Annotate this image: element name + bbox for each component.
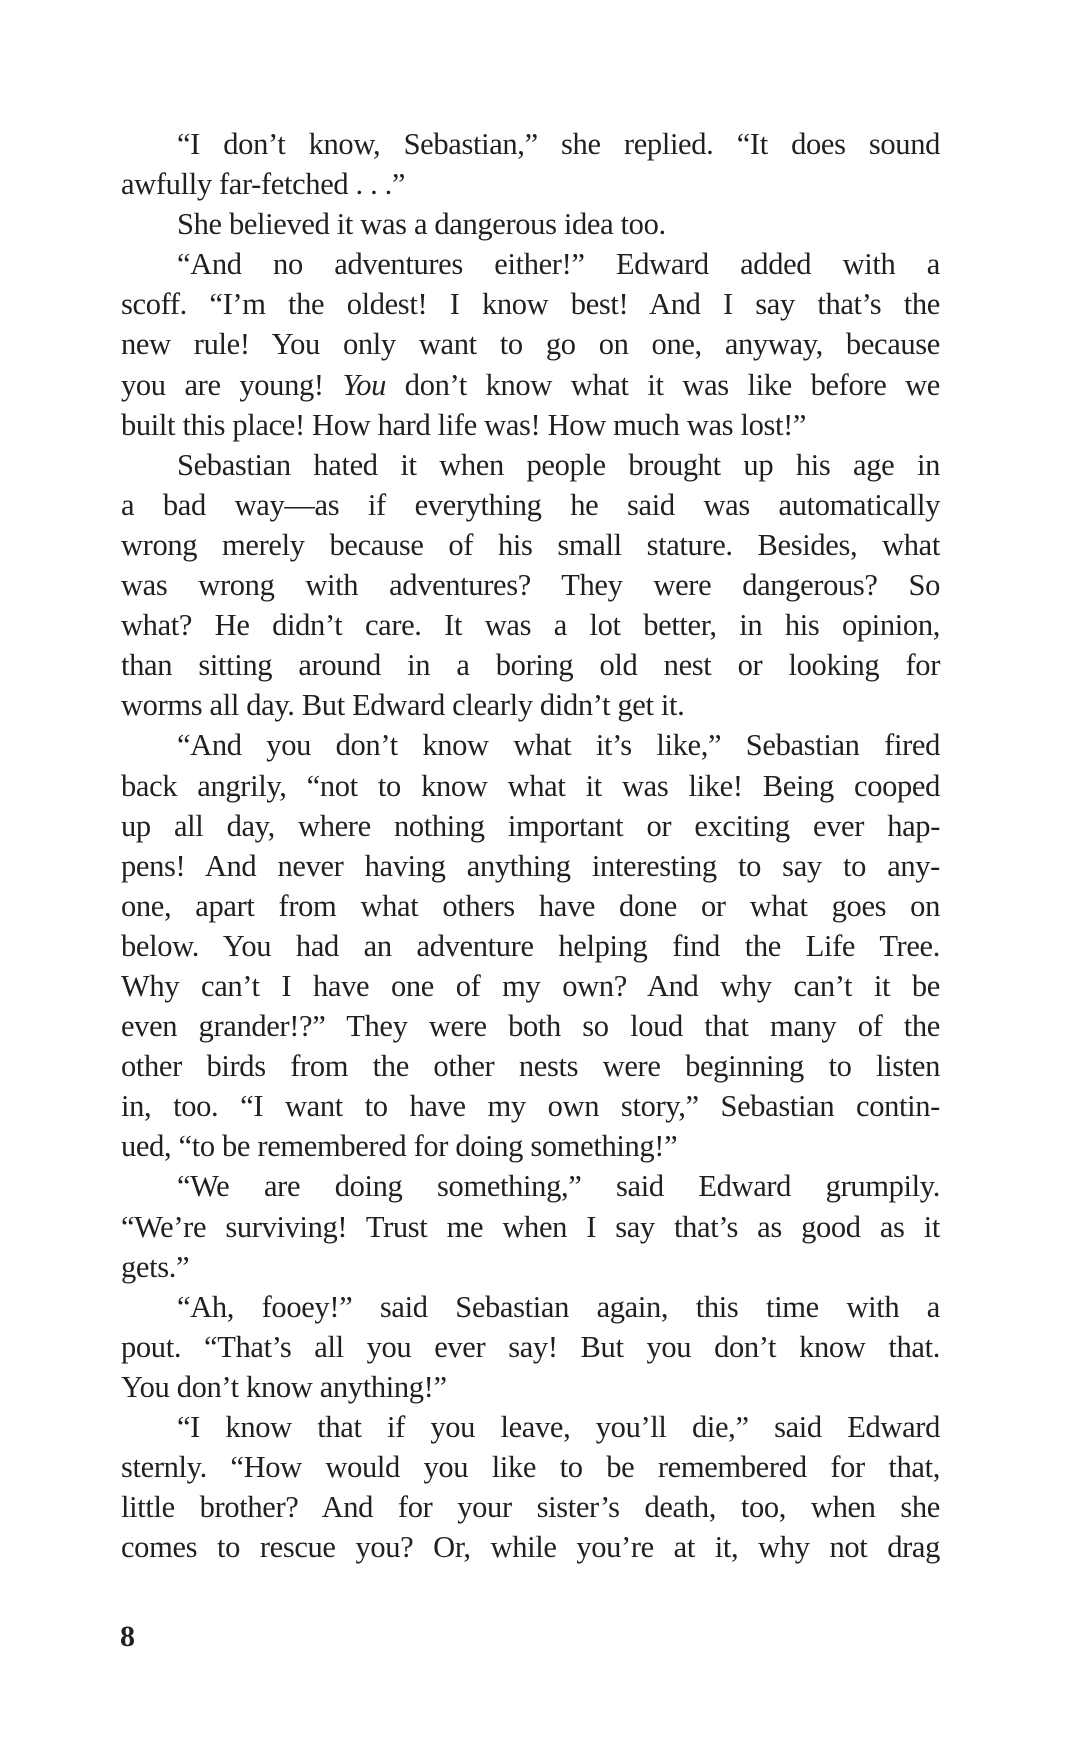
text-line: worms all day. But Edward clearly didn’t get it.	[121, 688, 685, 723]
text-line: You don’t know anything!”	[121, 1369, 447, 1404]
text-line: Sebastian hated it when people brought up his age in	[177, 447, 940, 482]
italic-emphasis: You	[342, 367, 387, 402]
text-line: “We are doing something,” said Edward grumpily.	[177, 1169, 940, 1204]
page-body-text	[121, 124, 940, 1567]
paragraph	[121, 1166, 940, 1286]
text-line: back angrily, “not to know what it was like! Being cooped	[121, 768, 940, 803]
text-line: little brother? And for your sister’s death, too, when she	[121, 1490, 940, 1525]
text-line: gets.”	[121, 1249, 190, 1284]
paragraph	[121, 445, 940, 726]
text-line: built this place! How hard life was! How much was lost!”	[121, 407, 807, 442]
paragraph	[121, 124, 940, 204]
text-line: new rule! You only want to go on one, anyway, because	[121, 327, 940, 362]
text-line: “And you don’t know what it’s like,” Sebastian fired	[177, 728, 940, 763]
paragraph	[121, 1287, 940, 1407]
text-line: a bad way—as if everything he said was automatically	[121, 487, 940, 522]
text-line: was wrong with adventures? They were dangerous? So	[121, 568, 940, 603]
text-line: comes to rescue you? Or, while you’re at it, why not drag	[121, 1530, 940, 1565]
text-line: below. You had an adventure helping find the Life Tree.	[121, 928, 940, 963]
text-line: scoff. “I’m the oldest! I know best! And I say that’s the	[121, 287, 940, 322]
page-number: 8	[120, 1620, 135, 1653]
text-line: “We’re surviving! Trust me when I say that’s as good as it	[121, 1209, 940, 1244]
text-line: “And no adventures either!” Edward added with a	[177, 247, 940, 282]
paragraph	[121, 725, 940, 1166]
paragraph	[121, 244, 940, 444]
text-line: you are young! You don’t know what it was like before we	[121, 367, 940, 402]
text-line: “I don’t know, Sebastian,” she replied. “It does sound	[177, 127, 940, 161]
text-line: She believed it was a dangerous idea too.	[177, 207, 666, 242]
text-line: than sitting around in a boring old nest or looking for	[121, 648, 940, 683]
text-line: what? He didn’t care. It was a lot better, in his opinion,	[121, 608, 940, 643]
text-line: one, apart from what others have done or what goes on	[121, 888, 940, 923]
text-line: pens! And never having anything interesting to say to any-	[121, 848, 940, 883]
paragraph	[121, 204, 940, 244]
text-line: awfully far-fetched . . .”	[121, 167, 406, 202]
text-line: ued, “to be remembered for doing something!”	[121, 1129, 678, 1164]
text-line: “I know that if you leave, you’ll die,” said Edward	[177, 1410, 940, 1444]
text-line: up all day, where nothing important or exciting ever hap-	[121, 808, 940, 843]
text-line: “Ah, fooey!” said Sebastian again, this time with a	[177, 1289, 940, 1324]
text-line: pout. “That’s all you ever say! But you don’t know that.	[121, 1329, 940, 1364]
text-line: sternly. “How would you like to be remembered for that,	[121, 1450, 940, 1485]
paragraph	[121, 1407, 940, 1567]
text-line: even grander!?” They were both so loud that many of the	[121, 1009, 940, 1044]
text-line: wrong merely because of his small stature. Besides, what	[121, 527, 940, 562]
text-line: other birds from the other nests were beginning to listen	[121, 1049, 940, 1084]
text-line: in, too. “I want to have my own story,” Sebastian contin-	[121, 1089, 940, 1124]
text-line: Why can’t I have one of my own? And why can’t it be	[121, 968, 940, 1003]
